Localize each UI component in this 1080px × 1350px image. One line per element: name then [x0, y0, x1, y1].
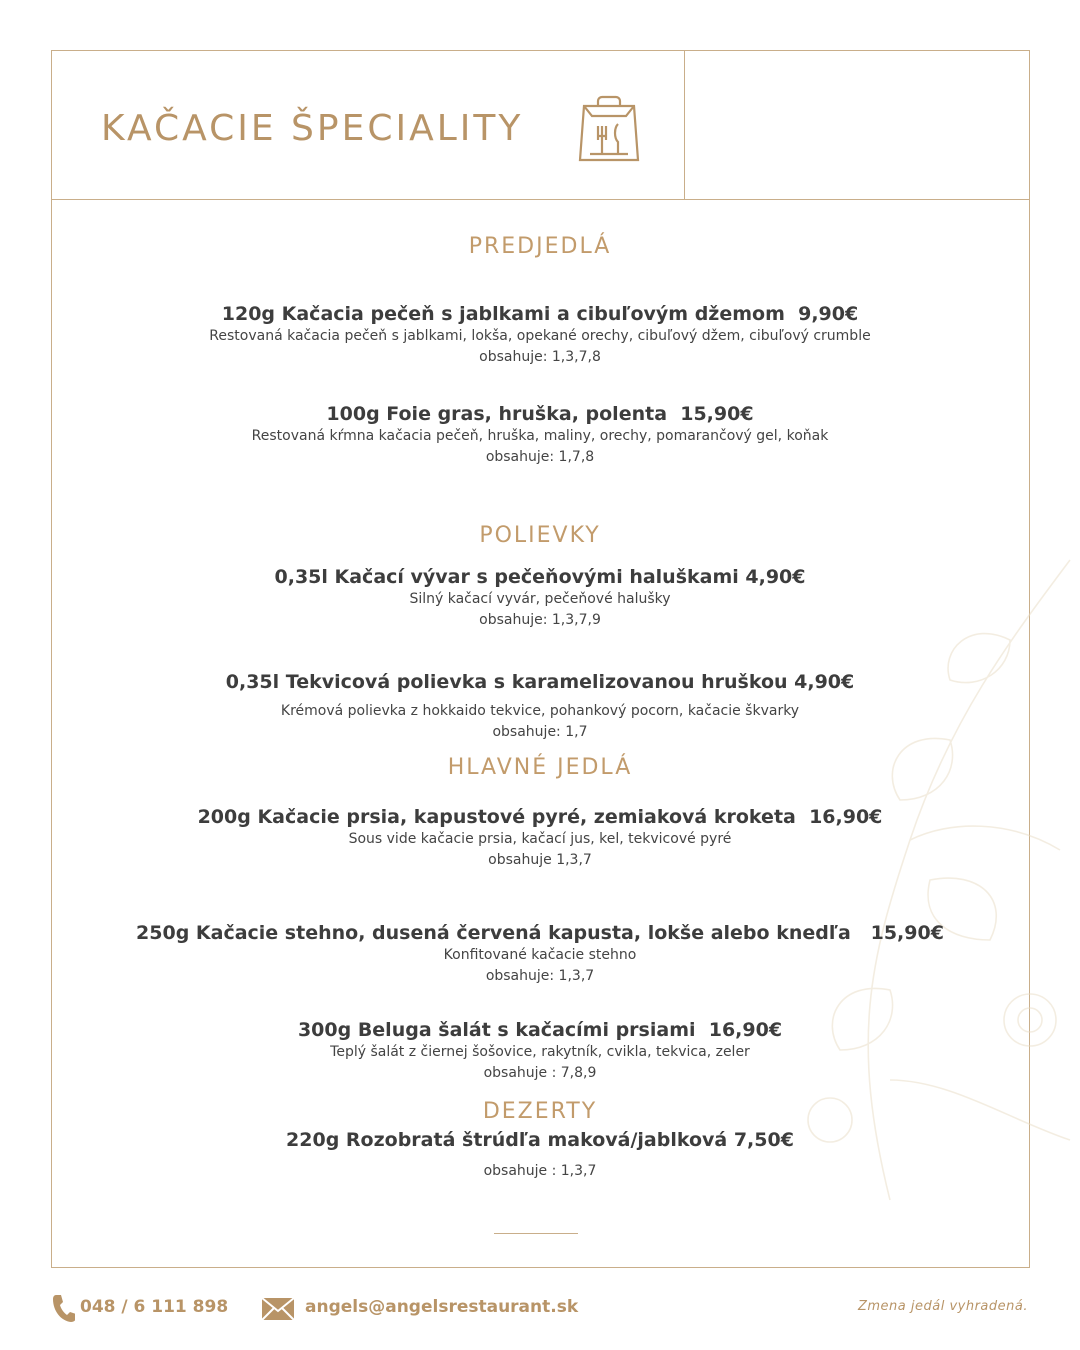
section-title-dezerty: DEZERTY: [482, 1099, 598, 1124]
dish-item: [0, 806, 1080, 868]
dish-allergens: obsahuje : 1,3,7: [483, 1163, 597, 1179]
phone-link[interactable]: 048 / 6 111 898: [80, 1297, 229, 1317]
dish-name: 250g Kačacie stehno, dusená červená kapusta, lokše alebo knedľa 15,90€: [136, 922, 944, 944]
dish-allergens: obsahuje : 7,8,9: [483, 1065, 597, 1081]
section-title-predjedla: PREDJEDLÁ: [468, 234, 612, 259]
dish-allergens: obsahuje: 1,3,7,8: [479, 349, 601, 365]
footer: [0, 1290, 1080, 1324]
dish-allergens: obsahuje: 1,3,7,9: [479, 612, 601, 628]
dish-name: 0,35l Kačací vývar s pečeňovými haluškami 4,90€: [274, 566, 806, 588]
dish-item: [0, 403, 1080, 465]
dish-item: [0, 303, 1080, 365]
dish-name: 120g Kačacia pečeň s jablkami a cibuľovým džemom 9,90€: [221, 303, 859, 325]
dish-allergens: obsahuje: 1,7: [492, 724, 588, 740]
dish-name: 200g Kačacie prsia, kapustové pyré, zemiaková kroketa 16,90€: [197, 806, 883, 828]
dish-allergens: obsahuje: 1,7,8: [485, 449, 595, 465]
dish-description: Silný kačací vyvár, pečeňové halušky: [409, 591, 671, 607]
dish-description: Teplý šalát z čiernej šošovice, rakytník, cvikla, tekvica, zeler: [330, 1044, 750, 1060]
header-vertical-divider: [684, 50, 685, 200]
dish-item: [0, 671, 1080, 740]
email-link[interactable]: angels@angelsrestaurant.sk: [305, 1297, 579, 1317]
dish-item: [0, 566, 1080, 628]
dish-item: [0, 1019, 1080, 1081]
bottom-rule: [494, 1233, 578, 1234]
dish-allergens: obsahuje: 1,3,7: [485, 968, 595, 984]
section-title-hlavne-jedla: HLAVNÉ JEDLÁ: [447, 755, 633, 780]
dish-item: [0, 922, 1080, 984]
takeaway-bag-icon: [576, 92, 642, 164]
dish-description: Krémová polievka z hokkaido tekvice, pohankový pocorn, kačacie škvarky: [280, 703, 800, 719]
disclaimer-note: Zmena jedál vyhradená.: [857, 1299, 1028, 1314]
dish-name: 100g Foie gras, hruška, polenta 15,90€: [326, 403, 754, 425]
dish-name: 0,35l Tekvicová polievka s karamelizovanou hruškou 4,90€: [225, 671, 855, 693]
phone-icon: [51, 1293, 75, 1323]
dish-description: Sous vide kačacie prsia, kačací jus, kel, tekvicové pyré: [348, 831, 732, 847]
section-title-polievky: POLIEVKY: [479, 523, 601, 548]
dish-name: 300g Beluga šalát s kačacími prsiami 16,90€: [297, 1019, 783, 1041]
dish-item: [0, 1129, 1080, 1179]
dish-description: Restovaná kačacia pečeň s jablkami, lokša, opekané orechy, cibuľový džem, cibuľový crumble: [209, 328, 871, 344]
dish-description: Restovaná kŕmna kačacia pečeň, hruška, maliny, orechy, pomarančový gel, koňak: [251, 428, 829, 444]
dish-description: Konfitované kačacie stehno: [443, 947, 637, 963]
header-divider: [51, 199, 1030, 200]
dish-allergens: obsahuje 1,3,7: [488, 852, 592, 868]
envelope-icon: [261, 1297, 295, 1321]
page-title: KAČACIE ŠPECIALITY: [101, 108, 524, 149]
dish-name: 220g Rozobratá štrúdľa maková/jablková 7,50€: [286, 1129, 794, 1151]
